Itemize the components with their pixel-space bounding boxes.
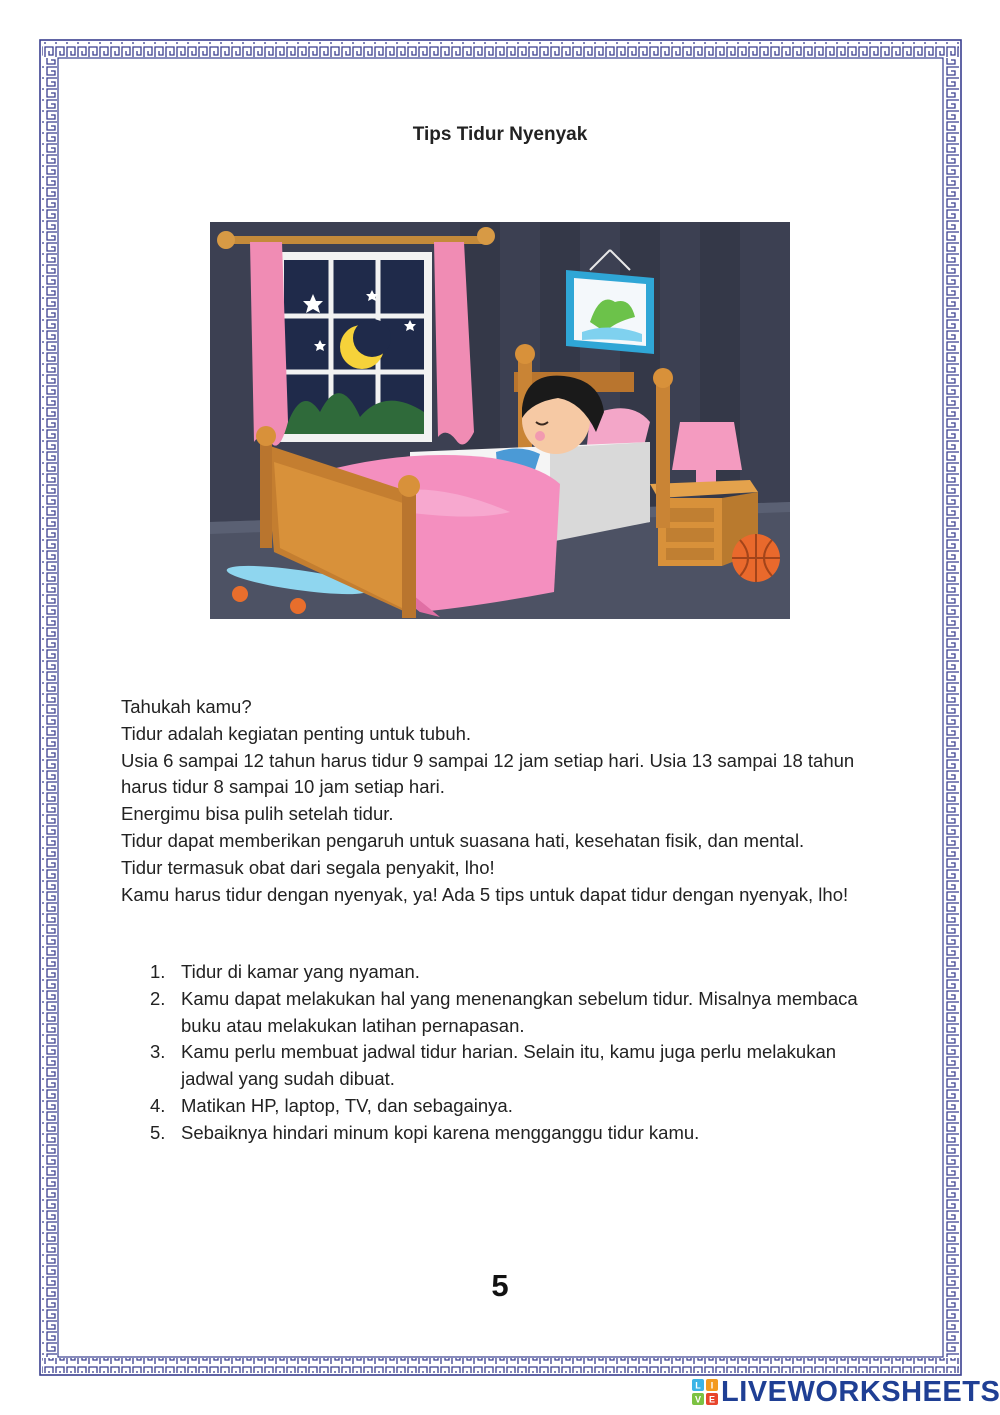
tip-text: Sebaiknya hindari minum kopi karena mengganggu tidur kamu. (181, 1121, 700, 1143)
tip-number: 2. (150, 987, 166, 1009)
tip-number: 4. (150, 1094, 166, 1116)
page-number: 5 (491, 1268, 509, 1303)
tip-number: 5. (150, 1121, 166, 1143)
tip-text: Kamu dapat melakukan hal yang menenangkan sebelum tidur. Misalnya membaca buku atau melakukan latihan pernapasan. (181, 987, 858, 1036)
tips-list (150, 959, 870, 1147)
intro-paragraph: Tidur dapat memberikan pengaruh untuk suasana hati, kesehatan fisik, dan mental. (121, 829, 805, 851)
logo-letter: I (710, 1380, 714, 1391)
tip-text: Matikan HP, laptop, TV, dan sebagainya. (181, 1094, 513, 1116)
tip-number: 3. (150, 1041, 166, 1063)
logo-letter: E (708, 1394, 716, 1405)
tip-text: Tidur di kamar yang nyaman. (181, 961, 420, 982)
intro-paragraph: Tidur adalah kegiatan penting untuk tubuh. (121, 722, 472, 744)
page-title: Tips Tidur Nyenyak (412, 124, 588, 145)
intro-text (121, 694, 891, 908)
intro-paragraph: Usia 6 sampai 12 tahun harus tidur 9 sampai 12 jam setiap hari. Usia 13 sampai 18 tahun harus tidur 8 sampai 10 jam setiap hari. (121, 749, 855, 798)
intro-paragraph: Kamu harus tidur dengan nyenyak, ya! Ada 5 tips untuk dapat tidur dengan nyenyak, lho! (121, 883, 849, 905)
tip-text: Kamu perlu membuat jadwal tidur harian. Selain itu, kamu juga perlu melakukan jadwal yang sudah dibuat. (181, 1041, 837, 1090)
logo-letter: V (694, 1394, 702, 1405)
intro-paragraph: Tahukah kamu? (121, 696, 252, 717)
brand-name: LIVEWORKSHEETS (721, 1375, 1000, 1408)
liveworksheets-logo[interactable] (692, 1376, 1000, 1408)
tip-item (150, 1093, 870, 1120)
liveworksheets-logo-icon (692, 1379, 718, 1405)
tip-number: 1. (150, 961, 166, 982)
intro-paragraph: Energimu bisa pulih setelah tidur. (121, 803, 394, 825)
tip-item (150, 1039, 870, 1093)
tip-item (150, 986, 870, 1040)
logo-letter: L (695, 1380, 701, 1391)
tip-item (150, 1120, 870, 1147)
intro-paragraph: Tidur termasuk obat dari segala penyakit, lho! (121, 856, 495, 878)
tip-item (150, 959, 870, 986)
sleeping-child-illustration (210, 222, 790, 619)
